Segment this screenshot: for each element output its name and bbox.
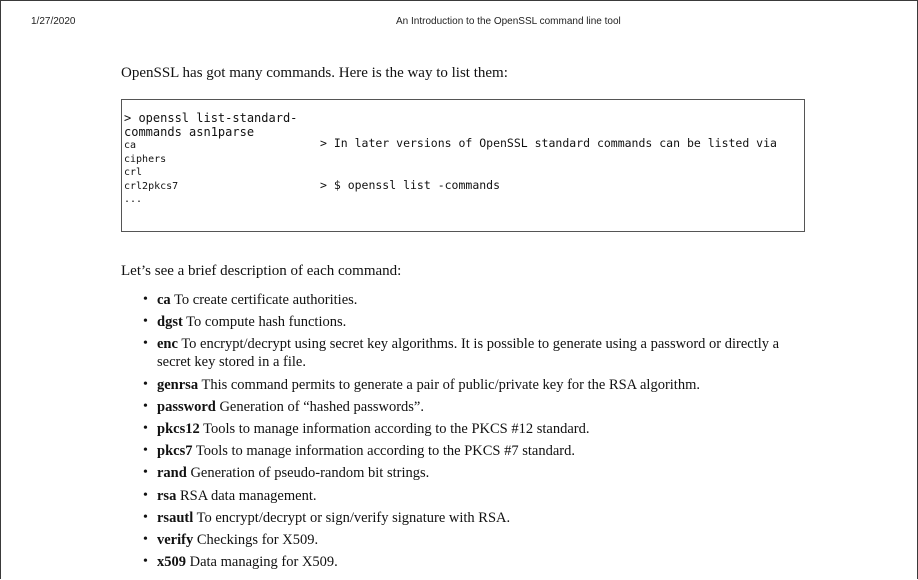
command-name: rsautl: [157, 509, 194, 526]
bullet-icon: •: [143, 465, 148, 481]
code-line: ...: [124, 194, 143, 205]
code-block: [121, 99, 805, 232]
code-line: commands asn1parse: [124, 124, 255, 139]
command-description: Generation of “hashed passwords”.: [219, 398, 424, 415]
command-name: enc: [157, 336, 178, 353]
command-name: rand: [157, 465, 187, 482]
header-title: An Introduction to the OpenSSL command line tool: [396, 16, 621, 27]
list-item: [141, 464, 781, 482]
bullet-icon: •: [143, 336, 148, 352]
command-name: verify: [157, 531, 194, 548]
command-description: Tools to manage information according to the PKCS #7 standard.: [195, 443, 575, 460]
bullet-icon: •: [143, 554, 148, 570]
command-description: To create certificate authorities.: [174, 292, 358, 308]
code-line: crl2pkcs7: [124, 180, 179, 192]
intro-paragraph: OpenSSL has got many commands. Here is the way to list them:: [121, 65, 508, 81]
code-line: crl: [124, 167, 143, 178]
command-name: pkcs12: [157, 420, 200, 437]
command-description: To encrypt/decrypt using secret key algorithms. It is possible to generate using a password or directly a secret key stored in a file.: [157, 336, 780, 371]
list-item: [141, 487, 781, 505]
bullet-icon: •: [143, 314, 148, 330]
command-name: x509: [157, 554, 186, 571]
section-subheading: Let’s see a brief description of each command:: [121, 263, 402, 279]
bullet-icon: •: [143, 531, 148, 547]
list-item: [141, 420, 781, 438]
code-line: ciphers: [124, 153, 167, 165]
command-description: Data managing for X509.: [189, 554, 338, 571]
bullet-icon: •: [143, 443, 148, 459]
code-line: > In later versions of OpenSSL standard commands can be listed via: [320, 136, 777, 150]
command-description: To encrypt/decrypt or sign/verify signature with RSA.: [196, 509, 511, 526]
command-name: password: [157, 398, 216, 415]
bullet-icon: •: [143, 292, 148, 307]
code-block-right: [320, 108, 777, 220]
command-description: Generation of pseudo-random bit strings.: [190, 465, 430, 482]
list-item: [141, 509, 781, 527]
list-item: [141, 376, 781, 394]
list-item: [141, 442, 781, 460]
list-item: [141, 553, 781, 571]
command-description: Tools to manage information according to the PKCS #12 standard.: [203, 420, 590, 437]
command-list: [141, 291, 781, 575]
command-description: RSA data management.: [179, 487, 317, 504]
code-line: ca: [124, 140, 137, 151]
command-name: dgst: [157, 314, 183, 331]
command-description: Checkings for X509.: [196, 531, 319, 548]
list-item: [141, 291, 781, 309]
list-item: [141, 335, 781, 371]
command-description: This command permits to generate a pair of public/private key for the RSA algorithm.: [201, 376, 700, 393]
bullet-icon: •: [143, 376, 148, 392]
list-item: [141, 531, 781, 549]
header-date: 1/27/2020: [31, 16, 76, 27]
command-name: pkcs7: [157, 443, 193, 460]
code-line: > openssl list-standard-: [124, 111, 298, 125]
bullet-icon: •: [143, 398, 148, 414]
code-line: > $ openssl list -commands: [320, 178, 501, 192]
list-item: [141, 313, 781, 331]
command-description: To compute hash functions.: [186, 314, 347, 331]
bullet-icon: •: [143, 487, 148, 503]
command-name: ca: [157, 292, 171, 308]
command-name: genrsa: [157, 376, 199, 393]
bullet-icon: •: [143, 420, 148, 436]
command-name: rsa: [157, 487, 177, 504]
list-item: [141, 398, 781, 416]
bullet-icon: •: [143, 509, 148, 525]
code-block-left: [124, 112, 297, 207]
